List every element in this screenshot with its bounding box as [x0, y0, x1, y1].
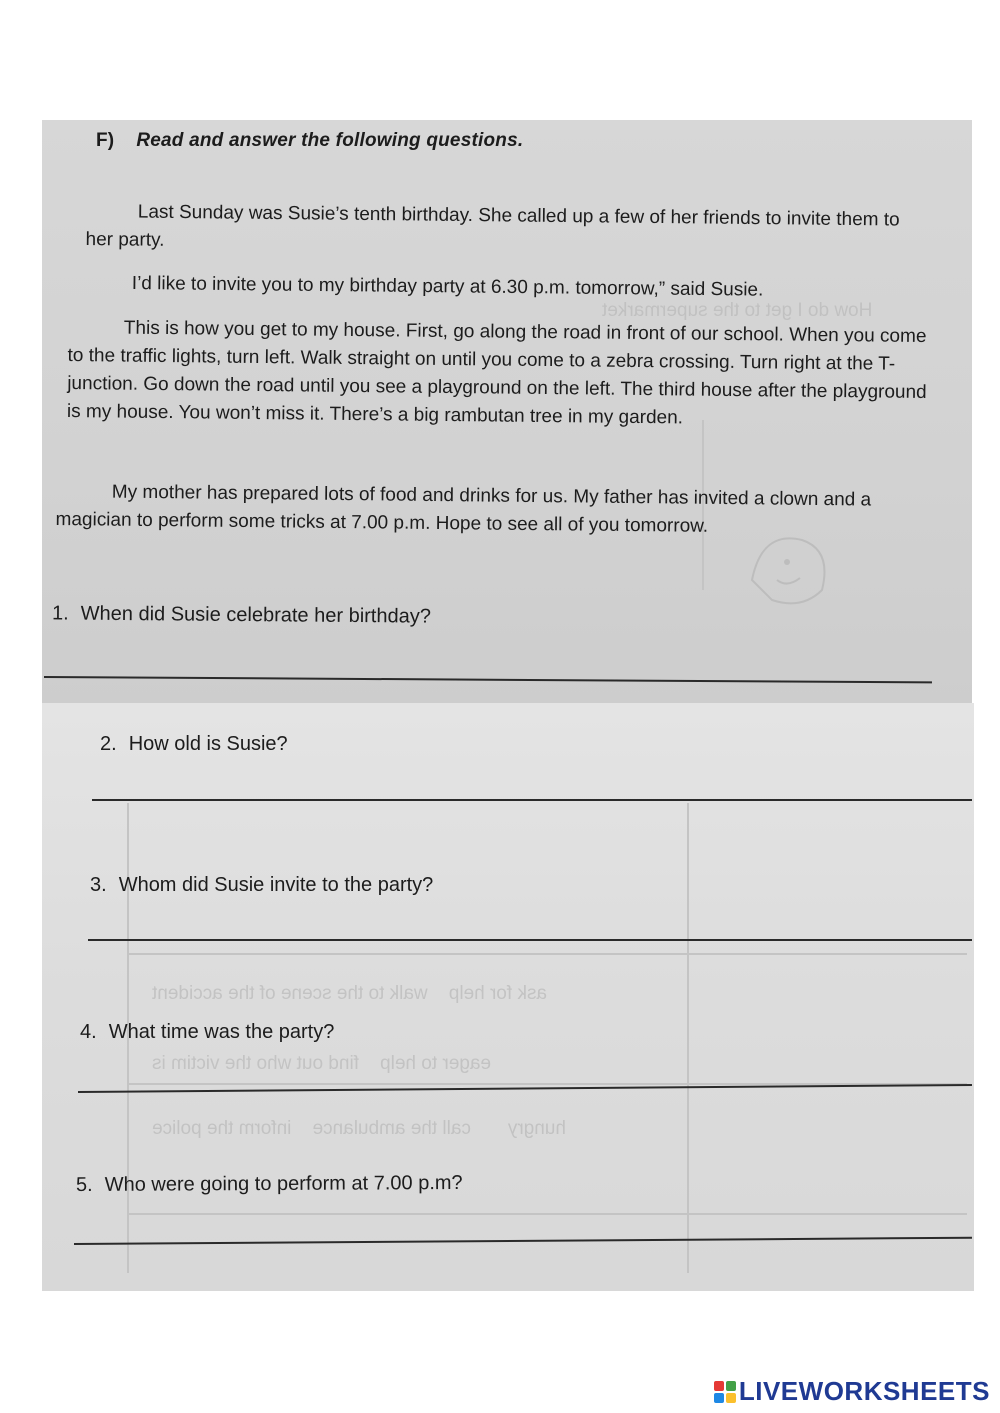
logo-icon	[714, 1381, 736, 1403]
questions-photo	[42, 703, 974, 1291]
question-3-text: Whom did Susie invite to the party?	[118, 874, 434, 896]
bleed-through-illustration	[732, 520, 852, 610]
passage-paragraph-1: Last Sunday was Susie’s tenth birthday. She called up a few of her friends to invite them to her party.	[85, 201, 900, 251]
question-2	[100, 733, 288, 756]
question-4	[80, 1021, 334, 1044]
passage-photo	[42, 120, 972, 705]
question-5	[76, 1172, 463, 1197]
bleed-through-text: hungry call the ambulance inform the police	[152, 1118, 566, 1139]
passage-paragraph-2: I’d like to invite you to my birthday party at 6.30 p.m. tomorrow,” said Susie.	[131, 272, 764, 301]
section-heading	[96, 130, 523, 152]
section-instruction: Read and answer the following questions.	[136, 130, 524, 151]
bleed-through-line	[687, 803, 689, 1273]
bleed-through-text: ask for help walk to the scene of the accident	[152, 983, 548, 1004]
question-4-number: 4.	[80, 1021, 97, 1043]
question-3	[90, 874, 433, 897]
question-2-text: How old is Susie?	[128, 733, 288, 755]
logo-square-red	[714, 1381, 724, 1391]
logo-square-yellow	[726, 1393, 736, 1403]
answer-line-3[interactable]	[88, 939, 972, 941]
question-1-text: When did Susie celebrate her birthday?	[80, 602, 431, 628]
bleed-through-text: eager to help find out who the victim is	[152, 1053, 492, 1074]
question-5-number: 5.	[75, 1173, 93, 1197]
answer-line-1[interactable]	[44, 676, 932, 683]
bleed-through-text: How do I get to the supermarket	[602, 300, 873, 321]
answer-line-2[interactable]	[92, 799, 972, 801]
question-5-text: Who were going to perform at 7.00 p.m?	[104, 1171, 463, 1196]
answer-line-5[interactable]	[74, 1237, 972, 1245]
liveworksheets-logo	[714, 1376, 990, 1407]
passage-paragraph-3: This is how you get to my house. First, go along the road in front of our school. When you come to the traffic lights, turn left. Walk straight on until you come to a zebra crossing. Turn right at the T- junction. Go down the road until you see a playground on the left. The third house after the playground is my house. You won’t miss it. There’s a big rambutan tree in my garden.	[66, 317, 927, 429]
section-letter: F)	[96, 130, 115, 151]
logo-square-green	[726, 1381, 736, 1391]
question-2-number: 2.	[100, 733, 117, 755]
question-1	[52, 602, 431, 628]
answer-line-4[interactable]	[78, 1084, 972, 1093]
question-3-number: 3.	[90, 874, 107, 896]
logo-square-blue	[714, 1393, 724, 1403]
bleed-through-line	[127, 953, 967, 955]
bleed-through-line	[127, 1213, 967, 1215]
question-4-text: What time was the party?	[108, 1021, 335, 1043]
logo-text: LIVEWORKSHEETS	[738, 1376, 990, 1406]
question-1-number: 1.	[51, 602, 69, 625]
passage-paragraph-4: My mother has prepared lots of food and drinks for us. My father has invited a clown and a magician to perform some tricks at 7.00 p.m. Hope to see all of you tomorrow.	[55, 481, 872, 537]
